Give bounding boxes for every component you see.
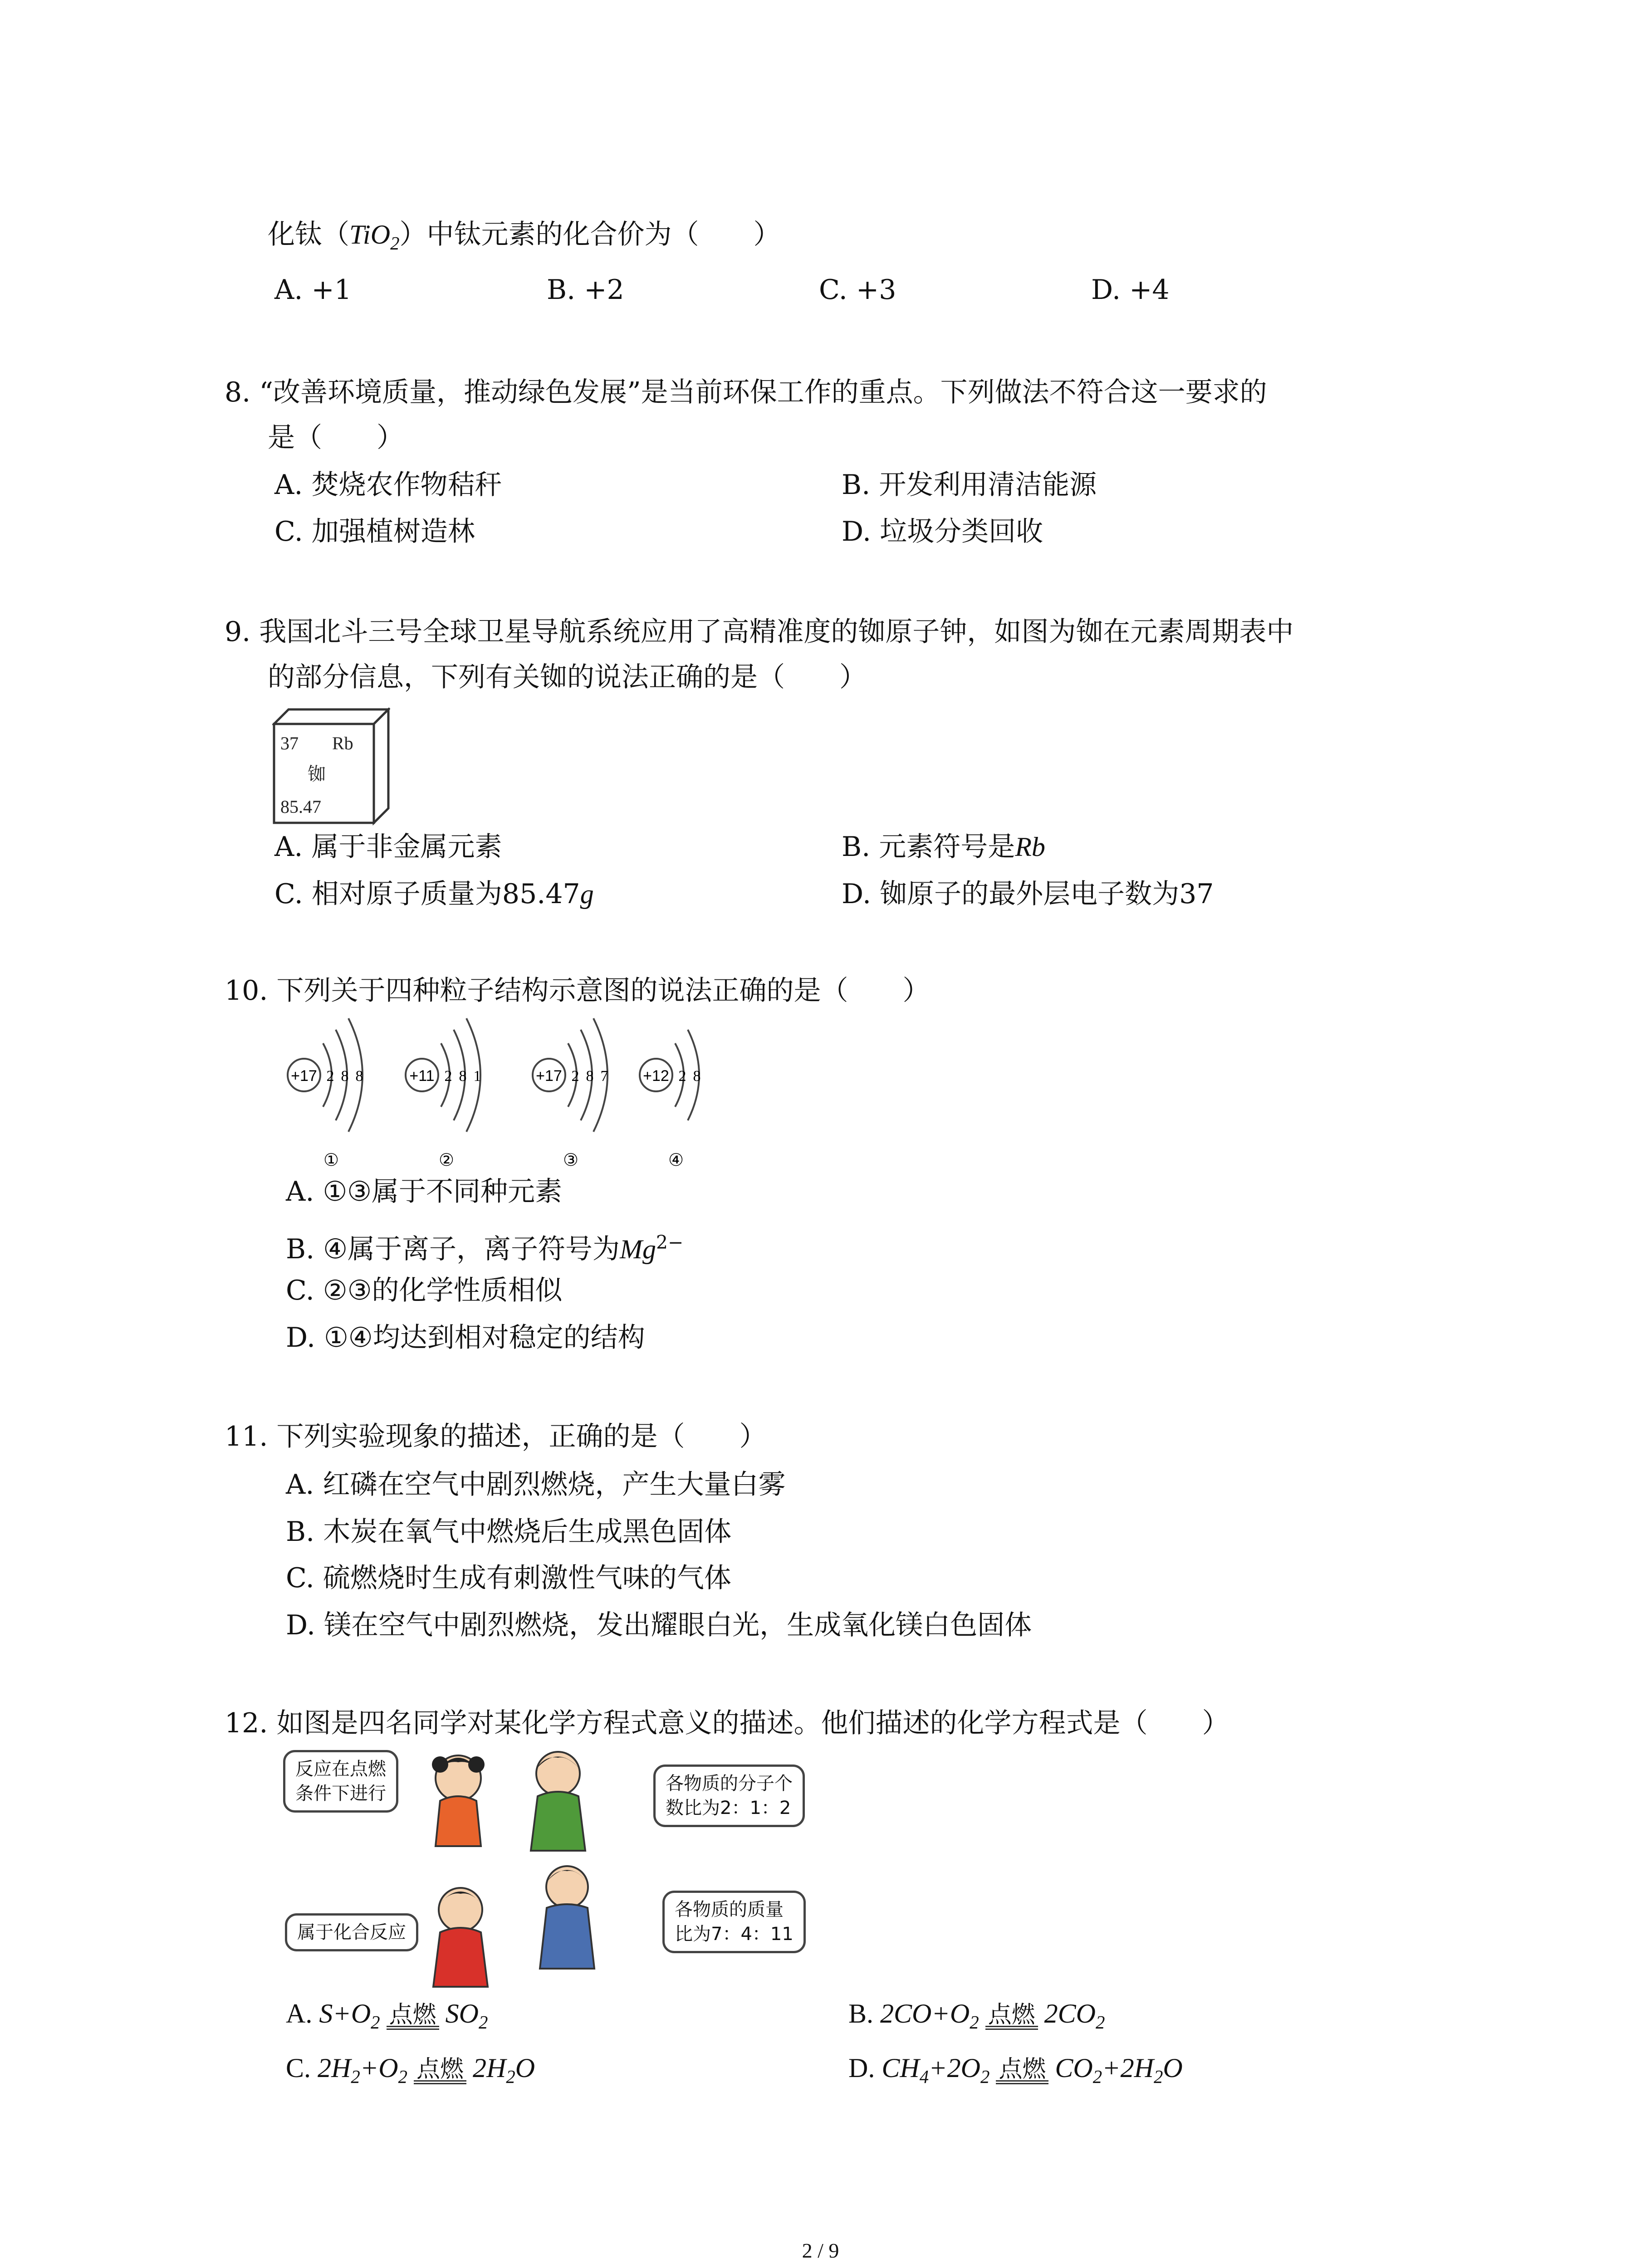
nucleus-charge: +17 xyxy=(291,1067,317,1085)
diagram-label: ② xyxy=(438,1150,455,1170)
q9-option-a: A. 属于非金属元素 xyxy=(274,831,502,863)
q9-stem-line2: 的部分信息，下列有关铷的说法正确的是（ ） xyxy=(268,661,867,693)
q11-option-c: C. 硫燃烧时生成有刺激性气味的气体 xyxy=(286,1562,731,1594)
atomic-structure-diagrams xyxy=(272,1016,726,1170)
q8-stem-line2: 是（ ） xyxy=(268,422,404,454)
students-illustration xyxy=(422,1742,658,1996)
q9-stem-line1: 9. 我国北斗三号全球卫星导航系统应用了高精准度的铷原子钟，如图为铷在元素周期表中 xyxy=(225,616,1294,648)
q9-option-c: C. 相对原子质量为85.47g xyxy=(274,878,594,910)
particle-diagram-3 xyxy=(533,1018,608,1170)
q10-option-b: B. ④属于离子，离子符号为$Mg^{2-}$ xyxy=(286,1232,684,1265)
q10-option-c: C. ②③的化学性质相似 xyxy=(286,1275,563,1306)
q12-option-c: C. $2H_2+O_2$ 点燃 $2H_2O$ xyxy=(286,2050,535,2095)
speech-bubble-4: 各物质的质量 比为7：4：11 xyxy=(662,1891,806,1953)
answer-paren: ） xyxy=(753,219,781,250)
q11-option-b: B. 木炭在氧气中燃烧后生成黑色固体 xyxy=(286,1516,732,1548)
student-boy-blue-figure xyxy=(540,1866,594,1969)
shell-electrons: 7 xyxy=(600,1068,608,1085)
student-boy-red-figure xyxy=(433,1888,488,1987)
element-name: 铷 xyxy=(308,764,326,785)
q10-stem: 10. 下列关于四种粒子结构示意图的说法正确的是（ ） xyxy=(225,975,930,1007)
element-tile-outline xyxy=(272,708,390,826)
particle-diagram-1 xyxy=(288,1018,363,1170)
diagram-label: ③ xyxy=(563,1150,579,1170)
student-boy-green-figure xyxy=(531,1752,585,1851)
shell-electrons: 8 xyxy=(693,1068,701,1085)
shell-electrons: 2 xyxy=(326,1068,334,1085)
q7-stem-part: ）中钛元素的化合价为（ xyxy=(399,219,699,250)
shell-electrons: 2 xyxy=(444,1068,452,1085)
q7-option-a: A. +1 xyxy=(274,274,352,306)
speech-bubble-3: 属于化合反应 xyxy=(285,1913,418,1951)
shell-electrons: 8 xyxy=(459,1068,467,1085)
reaction-condition: 点燃 xyxy=(992,2052,1052,2087)
nucleus-charge: +12 xyxy=(643,1067,669,1085)
shell-electrons: 2 xyxy=(571,1068,579,1085)
q10-option-d: D. ①④均达到相对稳定的结构 xyxy=(286,1322,645,1354)
shell-electrons: 1 xyxy=(473,1068,481,1085)
q9-option-d: D. 铷原子的最外层电子数为37 xyxy=(842,878,1214,910)
q8-option-c: C. 加强植树造林 xyxy=(274,516,475,547)
reaction-condition: 点燃 xyxy=(982,1997,1042,2033)
q12-option-b: B. $2CO+O_2$ 点燃 $2CO_2$ xyxy=(848,1996,1105,2040)
q9-option-b: B. 元素符号是Rb xyxy=(842,831,1045,863)
particle-diagram-2 xyxy=(406,1018,481,1170)
q7-formula: TiO$_2$ xyxy=(349,220,400,254)
q12-stem: 12. 如图是四名同学对某化学方程式意义的描述。他们描述的化学方程式是（ ） xyxy=(225,1707,1230,1739)
rubidium-element-tile xyxy=(272,708,390,826)
q11-option-a: A. 红磷在空气中剧烈燃烧，产生大量白雾 xyxy=(286,1469,786,1501)
q11-stem: 11. 下列实验现象的描述，正确的是（ ） xyxy=(225,1421,767,1452)
diagram-label: ① xyxy=(323,1150,339,1170)
q12-option-a: A. $S+O_2$ 点燃 $SO_2$ xyxy=(286,1996,488,2040)
q8-option-a: A. 焚烧农作物秸秆 xyxy=(274,469,502,501)
q8-stem-line1: 8. “改善环境质量，推动绿色发展”是当前环保工作的重点。下列做法不符合这一要求的 xyxy=(225,376,1267,408)
student-girl-figure xyxy=(432,1755,485,1846)
speech-bubble-2: 各物质的分子个 数比为2：1：2 xyxy=(653,1765,805,1827)
particle-diagram-4 xyxy=(640,1030,701,1170)
atomic-number: 37 xyxy=(280,733,299,753)
shell-electrons: 8 xyxy=(355,1068,363,1085)
diagram-label: ④ xyxy=(668,1150,684,1170)
element-symbol: Rb xyxy=(332,733,353,753)
nucleus-charge: +17 xyxy=(536,1067,562,1085)
q7-option-c: C. +3 xyxy=(819,274,896,306)
atomic-mass: 85.47 xyxy=(280,797,321,817)
shell-electrons: 2 xyxy=(678,1068,686,1085)
q7-stem-part: 化钛（ xyxy=(268,219,349,250)
shell-electrons: 8 xyxy=(341,1068,349,1085)
reaction-condition: 点燃 xyxy=(383,1997,443,2033)
q11-option-d: D. 镁在空气中剧烈燃烧，发出耀眼白光，生成氧化镁白色固体 xyxy=(286,1609,1032,1641)
speech-bubble-1: 反应在点燃 条件下进行 xyxy=(283,1750,398,1813)
page-number: 2 / 9 xyxy=(802,2239,839,2262)
nucleus-charge: +11 xyxy=(409,1067,435,1085)
q7-option-b: B. +2 xyxy=(547,274,624,306)
q8-option-d: D. 垃圾分类回收 xyxy=(842,516,1043,547)
q12-option-d: D. $CH_4+2O_2$ 点燃 $CO_2+2H_2O$ xyxy=(848,2050,1183,2095)
q7-stem xyxy=(268,217,780,261)
q8-option-b: B. 开发利用清洁能源 xyxy=(842,469,1097,501)
shell-electrons: 8 xyxy=(586,1068,594,1085)
reaction-condition: 点燃 xyxy=(410,2052,470,2087)
q7-option-d: D. +4 xyxy=(1091,274,1170,306)
q10-option-a: A. ①③属于不同种元素 xyxy=(286,1176,563,1207)
